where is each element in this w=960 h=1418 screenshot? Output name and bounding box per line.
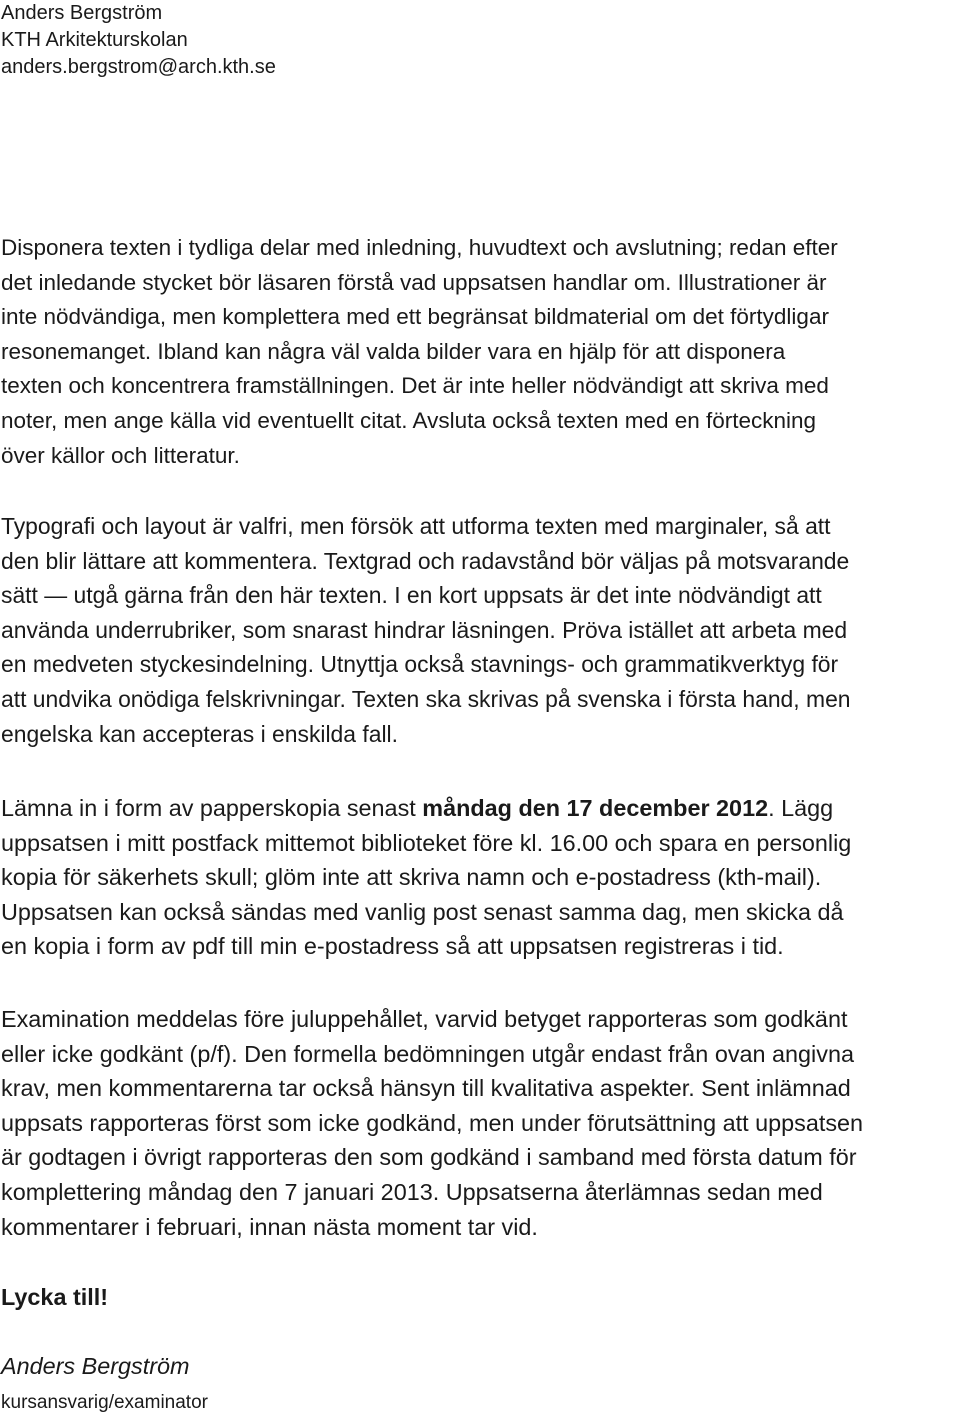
text-line: en medveten styckesindelning. Utnyttja också stavnings- och grammatikverktyg för	[1, 651, 839, 678]
text-line: en kopia i form av pdf till min e-postadress så att uppsatsen registreras i tid.	[1, 933, 784, 960]
text-line: är godtagen i övrigt rapporteras den som godkänd i samband med första datum för	[1, 1144, 857, 1171]
text-line: att undvika onödiga felskrivningar. Texten ska skrivas på svenska i första hand, men	[1, 685, 851, 712]
text-line: Uppsatsen kan också sändas med vanlig post senast samma dag, men skicka då	[1, 898, 844, 925]
text-line: uppsatsen i mitt postfack mittemot biblioteket före kl. 16.00 och spara en personlig	[1, 829, 852, 856]
text-line: den blir lättare att kommentera. Textgrad och radavstånd bör väljas på motsvarande	[1, 547, 850, 574]
text-line: uppsats rapporteras först som icke godkänd, men under förutsättning att uppsatsen	[1, 1109, 864, 1136]
text-line: använda underrubriker, som snarast hindrar läsningen. Pröva istället att arbeta med	[1, 616, 848, 643]
text-line: noter, men ange källa vid eventuellt citat. Avsluta också texten med en förteckning	[1, 407, 817, 433]
text-line: eller icke godkänt (p/f). Den formella bedömningen utgår endast från ovan angivna	[1, 1040, 854, 1067]
sender-name: Anders Bergström	[1, 2, 163, 24]
text-line: Typografi och layout är valfri, men försök att utforma texten med marginaler, så att	[1, 513, 831, 539]
text-line: det inledande stycket bör läsaren förstå vad uppsatsen handlar om. Illustrationer är	[1, 269, 827, 295]
deadline-suffix: . Lägg	[768, 795, 834, 821]
text-line: Disponera texten i tydliga delar med inledning, huvudtext och avslutning; redan efter	[1, 235, 838, 260]
sender-header	[1, 0, 276, 81]
closing-greeting: Lycka till!	[1, 1284, 109, 1310]
deadline-prefix: Lämna in i form av papperskopia senast	[1, 795, 423, 821]
text-line: engelska kan accepteras i enskilda fall.	[1, 720, 398, 747]
text-line: Examination meddelas före juluppehållet, varvid betyget rapporteras som godkänt	[1, 1006, 848, 1032]
text-line: resonemanget. Ibland kan några väl valda bilder vara en hjälp för att disponera	[1, 338, 786, 364]
text-line: kommentarer i februari, innan nästa moment tar vid.	[1, 1213, 538, 1240]
text-line: krav, men kommentarerna tar också hänsyn till kvalitativa aspekter. Sent inlämnad	[1, 1075, 851, 1102]
deadline-date: måndag den 17 december 2012	[422, 795, 769, 821]
text-line: över källor och litteratur.	[1, 442, 240, 468]
paragraph-submission	[1, 791, 957, 964]
signature-role: kursansvarig/examinator	[1, 1392, 208, 1413]
text-line: inte nödvändiga, men komplettera med ett begränsat bildmaterial om det förtydligar	[1, 304, 829, 330]
sender-email: anders.bergstrom@arch.kth.se	[1, 56, 276, 78]
paragraph-typography	[1, 509, 957, 751]
text-line: sätt — utgå gärna från den här texten. I en kort uppsats är det inte nödvändigt att	[1, 582, 822, 609]
sender-institution: KTH Arkitekturskolan	[1, 29, 188, 51]
text-line: kopia för säkerhets skull; glöm inte att skriva namn och e-postadress (kth-mail).	[1, 864, 822, 891]
signature-name: Anders Bergström	[1, 1353, 190, 1379]
paragraph-examination	[1, 1002, 957, 1244]
text-line: komplettering måndag den 7 januari 2013. Uppsatserna återlämnas sedan med	[1, 1178, 823, 1205]
text-line: texten och koncentrera framställningen. Det är inte heller nödvändigt att skriva med	[1, 373, 829, 399]
text-line-deadline	[1, 791, 957, 826]
paragraph-structure	[1, 231, 957, 473]
